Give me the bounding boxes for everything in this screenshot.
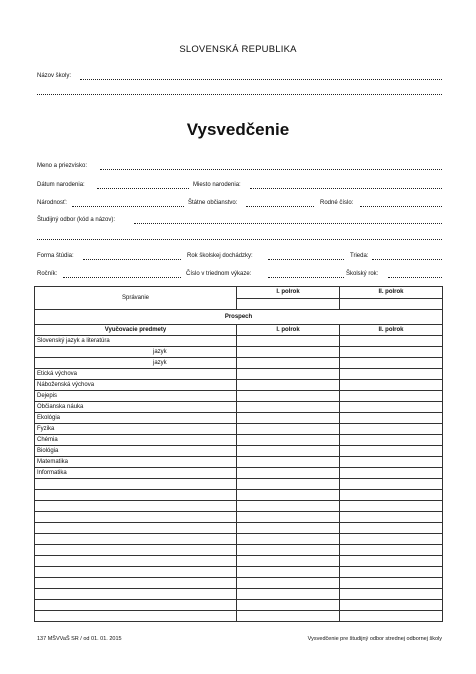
- subject-term2-cell[interactable]: [340, 413, 443, 424]
- subject-term1-cell[interactable]: [237, 435, 340, 446]
- subject-term1-cell[interactable]: [237, 611, 340, 622]
- subject-term2-cell[interactable]: [340, 578, 443, 589]
- subject-row: [35, 501, 443, 512]
- term2-subject-header: II. polrok: [340, 325, 443, 336]
- subject-row: [35, 523, 443, 534]
- nationality-label: Národnosť:: [37, 200, 67, 206]
- subject-name: Ekológia: [35, 413, 237, 424]
- name-label: Meno a priezvisko:: [37, 163, 88, 169]
- subject-name: Náboženská výchova: [35, 380, 237, 391]
- study-field-field[interactable]: [134, 223, 442, 224]
- grade-year-field[interactable]: [63, 277, 181, 278]
- subject-name[interactable]: [35, 567, 237, 578]
- subject-term2-cell[interactable]: [340, 402, 443, 413]
- subject-row: [35, 578, 443, 589]
- subject-term2-cell[interactable]: [340, 490, 443, 501]
- subject-row: [35, 479, 443, 490]
- subject-term1-cell[interactable]: [237, 523, 340, 534]
- subject-name[interactable]: [35, 534, 237, 545]
- class-book-number-field[interactable]: [268, 277, 344, 278]
- school-year-field[interactable]: [388, 277, 442, 278]
- birth-date-field[interactable]: [97, 188, 189, 189]
- subject-row: [35, 380, 443, 391]
- subject-row: [35, 490, 443, 501]
- subject-term1-cell[interactable]: [237, 369, 340, 380]
- subject-name[interactable]: [35, 589, 237, 600]
- behaviour-header-row: [35, 287, 443, 299]
- subject-term2-cell[interactable]: [340, 336, 443, 347]
- birth-place-field[interactable]: [250, 188, 442, 189]
- subject-term1-cell[interactable]: [237, 457, 340, 468]
- attendance-year-field[interactable]: [268, 259, 344, 260]
- subject-term2-cell[interactable]: [340, 501, 443, 512]
- subject-name[interactable]: [35, 501, 237, 512]
- performance-heading: Prospech: [35, 310, 443, 325]
- subject-row: [35, 556, 443, 567]
- subject-row: [35, 336, 443, 347]
- subjects-header: Vyučovacie predmety: [35, 325, 237, 336]
- subject-name[interactable]: [35, 611, 237, 622]
- school-name-field-2[interactable]: [37, 94, 442, 95]
- subject-term1-cell[interactable]: [237, 336, 340, 347]
- subject-name: Chémia: [35, 435, 237, 446]
- subject-row: [35, 545, 443, 556]
- subject-name[interactable]: [35, 545, 237, 556]
- name-field[interactable]: [100, 169, 442, 170]
- school-name-field[interactable]: [80, 79, 442, 80]
- subject-term1-cell[interactable]: [237, 468, 340, 479]
- subject-term1-cell[interactable]: [237, 534, 340, 545]
- subject-row: [35, 600, 443, 611]
- subject-term1-cell[interactable]: [237, 556, 340, 567]
- subject-row: [35, 347, 443, 358]
- subject-row: [35, 369, 443, 380]
- country-heading: SLOVENSKÁ REPUBLIKA: [179, 44, 297, 55]
- subject-name: jazyk: [35, 358, 237, 369]
- subject-term2-cell[interactable]: [340, 446, 443, 457]
- subject-name[interactable]: [35, 512, 237, 523]
- subject-row: [35, 457, 443, 468]
- term2-header: II. polrok: [340, 287, 443, 299]
- subject-term2-cell[interactable]: [340, 468, 443, 479]
- subject-name[interactable]: [35, 523, 237, 534]
- subject-term2-cell[interactable]: [340, 545, 443, 556]
- class-label: Trieda:: [350, 253, 369, 259]
- subject-name[interactable]: [35, 556, 237, 567]
- study-form-field[interactable]: [83, 259, 181, 260]
- subjects-header-row: [35, 325, 443, 336]
- subject-row: [35, 424, 443, 435]
- subject-term2-cell[interactable]: [340, 369, 443, 380]
- subject-name: Občianska náuka: [35, 402, 237, 413]
- grades-table: [34, 286, 443, 622]
- subject-term2-cell[interactable]: [340, 424, 443, 435]
- subject-row: [35, 435, 443, 446]
- subject-term2-cell[interactable]: [340, 435, 443, 446]
- birth-number-field[interactable]: [360, 206, 442, 207]
- class-field[interactable]: [372, 259, 442, 260]
- subject-name: Dejepis: [35, 391, 237, 402]
- footer-form-title: Vysvedčenie pre študijný odbor strednej odbornej školy: [307, 636, 442, 642]
- subject-term2-cell[interactable]: [340, 391, 443, 402]
- subject-term1-cell[interactable]: [237, 490, 340, 501]
- subject-name: Informatika: [35, 468, 237, 479]
- subject-term2-cell[interactable]: [340, 611, 443, 622]
- subject-term2-cell[interactable]: [340, 567, 443, 578]
- subject-name: Slovenský jazyk a literatúra: [35, 336, 237, 347]
- term1-header: I. polrok: [237, 287, 340, 299]
- subject-term1-cell[interactable]: [237, 600, 340, 611]
- subject-term1-cell[interactable]: [237, 424, 340, 435]
- subject-term2-cell[interactable]: [340, 512, 443, 523]
- subject-term1-cell[interactable]: [237, 567, 340, 578]
- subject-term1-cell[interactable]: [237, 578, 340, 589]
- subject-row: [35, 446, 443, 457]
- subject-term1-cell[interactable]: [237, 545, 340, 556]
- grade-year-label: Ročník:: [37, 271, 58, 277]
- subject-row: [35, 413, 443, 424]
- citizenship-label: Štátne občianstvo:: [188, 200, 238, 206]
- school-year-label: Školský rok:: [346, 271, 379, 277]
- subject-term1-cell[interactable]: [237, 501, 340, 512]
- subject-name[interactable]: [35, 490, 237, 501]
- birth-date-label: Dátum narodenia:: [37, 182, 85, 188]
- behaviour-label: Správanie: [35, 287, 237, 310]
- birth-place-label: Miesto narodenia:: [193, 182, 241, 188]
- study-field-field-2[interactable]: [37, 239, 442, 240]
- term1-subject-header: I. polrok: [237, 325, 340, 336]
- class-book-number-label: Číslo v triednom výkaze:: [186, 271, 252, 277]
- subject-row: [35, 468, 443, 479]
- school-name-label: Názov školy:: [37, 73, 72, 79]
- subject-term2-cell[interactable]: [340, 556, 443, 567]
- subject-term2-cell[interactable]: [340, 589, 443, 600]
- subject-term1-cell[interactable]: [237, 347, 340, 358]
- subject-term1-cell[interactable]: [237, 446, 340, 457]
- subject-term1-cell[interactable]: [237, 512, 340, 523]
- subject-term1-cell[interactable]: [237, 391, 340, 402]
- subject-row: [35, 391, 443, 402]
- subject-term2-cell[interactable]: [340, 523, 443, 534]
- study-field-label: Študijný odbor (kód a názov):: [37, 217, 116, 223]
- behaviour-term1-cell[interactable]: [237, 298, 340, 310]
- birth-number-label: Rodné číslo:: [320, 200, 354, 206]
- subject-name[interactable]: [35, 479, 237, 490]
- subject-term1-cell[interactable]: [237, 380, 340, 391]
- citizenship-field[interactable]: [246, 206, 314, 207]
- subject-name[interactable]: [35, 600, 237, 611]
- subject-name: Fyzika: [35, 424, 237, 435]
- subject-term1-cell[interactable]: [237, 413, 340, 424]
- performance-row: [35, 310, 443, 325]
- subject-term1-cell[interactable]: [237, 479, 340, 490]
- subject-term1-cell[interactable]: [237, 358, 340, 369]
- nationality-field[interactable]: [72, 206, 184, 207]
- subject-row: [35, 567, 443, 578]
- subject-name[interactable]: [35, 578, 237, 589]
- subject-row: [35, 534, 443, 545]
- subject-row: [35, 589, 443, 600]
- subject-term2-cell[interactable]: [340, 534, 443, 545]
- subject-row: [35, 402, 443, 413]
- subject-term2-cell[interactable]: [340, 380, 443, 391]
- document-title: Vysvedčenie: [186, 120, 290, 139]
- subject-term2-cell[interactable]: [340, 457, 443, 468]
- behaviour-term2-cell[interactable]: [340, 298, 443, 310]
- subject-name: Etická výchova: [35, 369, 237, 380]
- subject-term1-cell[interactable]: [237, 402, 340, 413]
- subject-row: [35, 512, 443, 523]
- subject-term2-cell[interactable]: [340, 479, 443, 490]
- subject-row: [35, 358, 443, 369]
- subject-term2-cell[interactable]: [340, 347, 443, 358]
- footer-form-code: 137 MŠVVaŠ SR / od 01. 01. 2015: [37, 636, 122, 642]
- subject-row: [35, 611, 443, 622]
- subject-name: Matematika: [35, 457, 237, 468]
- study-form-label: Forma štúdia:: [37, 253, 74, 259]
- attendance-year-label: Rok školskej dochádzky:: [187, 253, 253, 259]
- subject-name: jazyk: [35, 347, 237, 358]
- subject-name: Biológia: [35, 446, 237, 457]
- subject-term2-cell[interactable]: [340, 358, 443, 369]
- subject-term2-cell[interactable]: [340, 600, 443, 611]
- subject-term1-cell[interactable]: [237, 589, 340, 600]
